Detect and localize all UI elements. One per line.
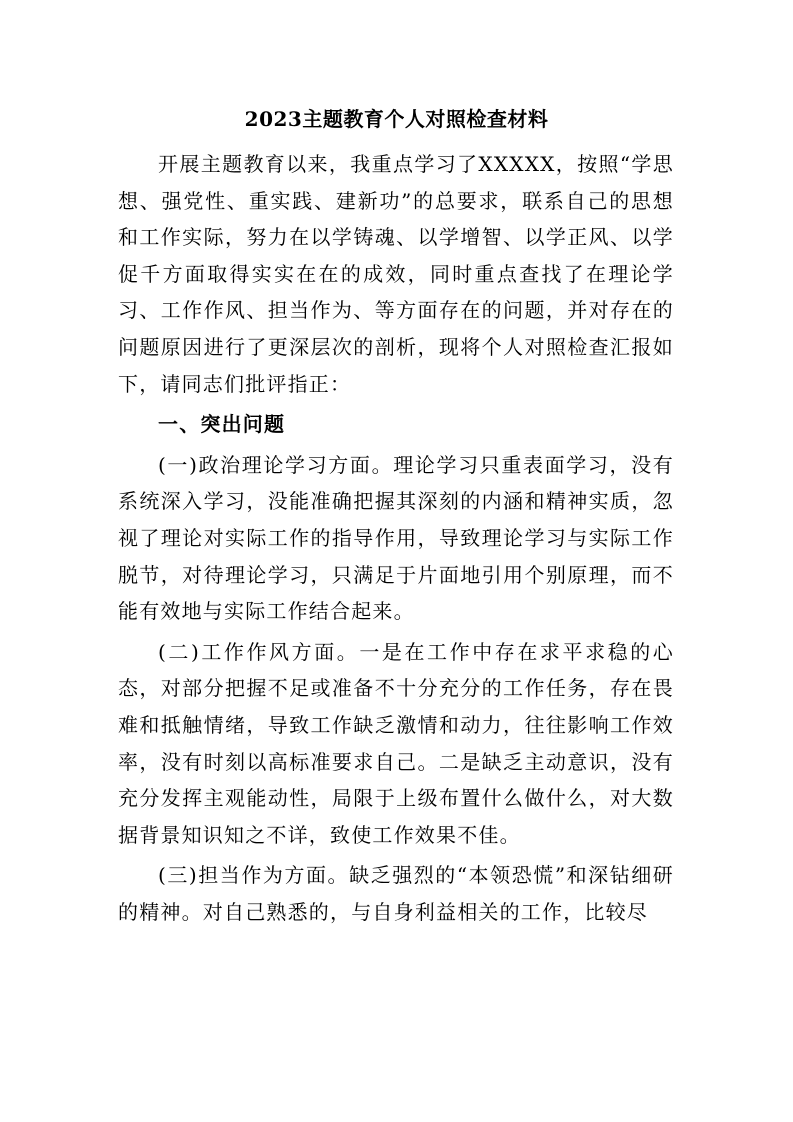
- document-title: 2023主题教育个人对照检查材料: [244, 107, 549, 131]
- section-heading: 一、突出问题: [158, 412, 286, 437]
- document-body: [118, 146, 674, 930]
- intro-paragraph: 开展主题教育以来，我重点学习了XXXXX，按照“学思想、强党性、重实践、建新功”的总要求，联系自己的思想和工作实际，努力在以学铸魂、以学增智、以学正风、以学促千方面取得实实在在的成效，同时重点查找了在理论学习、工作作风、担当作为、等方面存在的问题，并对存在的问题原因进行了更深层次的剖析，现将个人对照检查汇报如下，请同志们批评指正：: [118, 152, 674, 396]
- paragraph-work-style: (二)工作作风方面。一是在工作中存在求平求稳的心态，对部分把握不足或准备不十分充分的工作任务，存在畏难和抵触情绪，导致工作缺乏激情和动力，往往影响工作效率，没有时刻以高标准要求自己。二是缺乏主动意识，没有充分发挥主观能动性，局限于上级布置什么做什么，对大数据背景知识知之不详，致使工作效果不佳。: [118, 639, 674, 847]
- paragraph-responsibility: (三)担当作为方面。缺乏强烈的“本领恐慌”和深钻细研的精神。对自己熟悉的，与自身利益相关的工作，比较尽: [118, 863, 674, 924]
- paragraph-politics: (一)政治理论学习方面。理论学习只重表面学习，没有系统深入学习，没能准确把握其深刻的内涵和精神实质，忽视了理论对实际工作的指导作用，导致理论学习与实际工作脱节，对待理论学习，只满足于片面地引用个别原理，而不能有效地与实际工作结合起来。: [118, 452, 674, 624]
